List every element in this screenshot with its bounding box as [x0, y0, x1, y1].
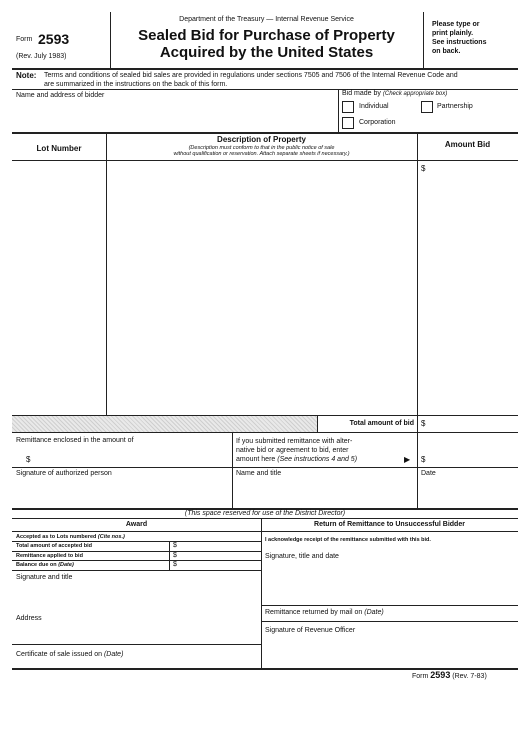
alternative-remittance-value[interactable]: $ [421, 455, 426, 464]
lot-number-header: Lot Number [36, 144, 82, 153]
form-number: 2593 [38, 31, 70, 47]
form-revision: (Rev. July 1983) [16, 53, 67, 60]
alternative-remittance-label: If you submitted remittance with alter- native bid or agreement to bid, enter amount here (See instructions 4 and 5) [236, 438, 358, 463]
total-shaded-area [12, 416, 317, 432]
award-signature-title-label: Signature and title [16, 574, 73, 581]
total-accepted-value[interactable]: $ [173, 542, 177, 549]
form-title-line2: Acquired by the United States [159, 44, 374, 61]
sig-title-date-label: Signature, title and date [265, 553, 339, 560]
remittance-enclosed-value[interactable]: $ [26, 455, 31, 464]
accepted-lots-label: Accepted as to Lots numbered (Cite nos.) [16, 534, 125, 540]
district-reserved-label: (This space reserved for use of the District Director) [184, 510, 346, 517]
remittance-applied-value[interactable]: $ [173, 552, 177, 559]
total-accepted-label: Total amount of accepted bid [16, 543, 92, 549]
description-cell[interactable] [110, 165, 414, 411]
note-label: Note: [16, 71, 37, 80]
description-subtext-line2: without qualification or reservation. Attach separate sheets if necessary.) [173, 151, 350, 157]
lot-number-cell[interactable] [16, 165, 104, 411]
bid-made-by-label: Bid made by (Check appropriate box) [342, 90, 448, 97]
partnership-label: Partnership [437, 103, 473, 110]
form-label: Form [16, 36, 33, 43]
corporation-checkbox[interactable] [342, 117, 354, 129]
name-address-label: Name and address of bidder [16, 92, 105, 99]
amount-dollar-sign: $ [421, 164, 426, 173]
authorized-signature-label: Signature of authorized person [16, 470, 112, 477]
returned-by-mail-label: Remittance returned by mail on (Date) [265, 609, 384, 616]
note-text-line2: are summarized in the instructions on the back of this form. [44, 81, 228, 88]
remittance-applied-label: Remittance applied to bid [16, 553, 83, 559]
description-header: Description of Property [217, 135, 306, 144]
revenue-officer-signature-label: Signature of Revenue Officer [265, 627, 356, 634]
print-instructions: Please type or print plainly. See instructions on back. [432, 21, 487, 55]
footer-form-id: Form 2593 (Rev. 7-83) [412, 670, 487, 680]
return-remittance-header: Return of Remittance to Unsuccessful Bidder [314, 521, 465, 528]
address-label: Address [16, 615, 42, 622]
date-label: Date [421, 470, 436, 477]
acknowledge-text: I acknowledge receipt of the remittance submitted with this bid. [265, 537, 431, 543]
amount-bid-cell[interactable] [421, 164, 515, 410]
award-header: Award [125, 521, 148, 528]
individual-label: Individual [359, 103, 389, 110]
certificate-issued-label: Certificate of sale issued on (Date) [16, 651, 124, 658]
total-amount-label: Total amount of bid [349, 420, 414, 427]
balance-due-value[interactable]: $ [173, 561, 177, 568]
amount-bid-header: Amount Bid [444, 140, 491, 149]
description-subtext-line1: (Description must conform to that in the public notice of sale [188, 145, 335, 151]
total-amount-value[interactable]: $ [421, 419, 426, 428]
balance-due-label: Balance due on (Date) [16, 562, 74, 568]
department-name: Department of the Treasury — Internal Revenue Service [179, 16, 354, 23]
note-text-line1: Terms and conditions of sealed bid sales are provided in regulations under sections 7505 and 7506 of the Internal Revenue Code and [44, 72, 458, 79]
partnership-checkbox[interactable] [421, 101, 433, 113]
arrow-right-icon: ▶ [404, 455, 411, 464]
remittance-enclosed-label: Remittance enclosed in the amount of [16, 437, 134, 444]
name-title-label: Name and title [236, 470, 282, 477]
individual-checkbox[interactable] [342, 101, 354, 113]
form-title-line1: Sealed Bid for Purchase of Property [138, 27, 395, 44]
corporation-label: Corporation [359, 119, 396, 126]
